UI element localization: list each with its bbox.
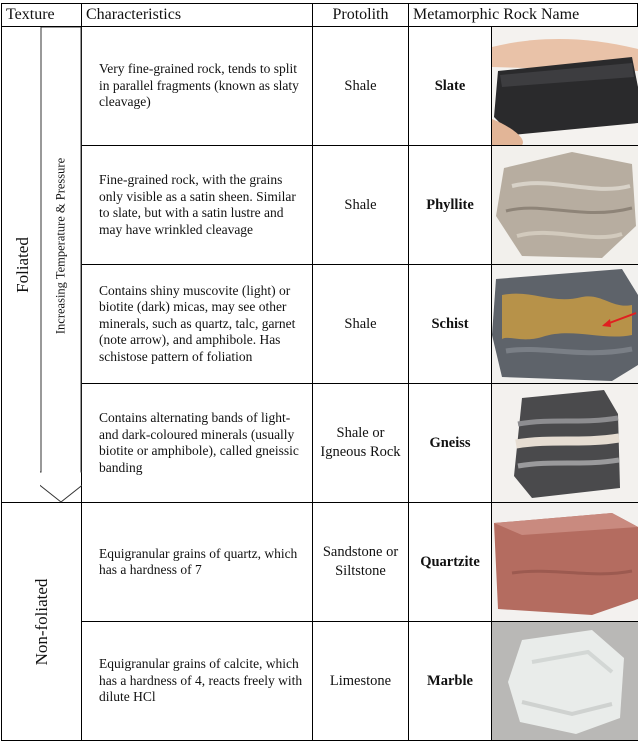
characteristics-cell: Fine-grained rock, with the grains only visible as a satin sheen. Similar to slate, but with a satin lustre and may have wrinkled cleavage xyxy=(82,146,313,265)
texture-foliated-cell xyxy=(2,27,82,503)
phyllite-photo xyxy=(492,146,638,264)
slate-photo xyxy=(492,27,638,145)
quartzite-photo xyxy=(492,503,638,621)
header-row xyxy=(2,4,638,27)
schist-photo xyxy=(492,265,638,383)
protolith-cell: Shale xyxy=(313,27,409,146)
rock-name-cell: Slate xyxy=(409,27,492,146)
header-protolith: Protolith xyxy=(313,4,409,27)
characteristics-cell: Equigranular grains of calcite, which has a hardness of 4, reacts freely with dilute HCl xyxy=(82,622,313,741)
quartzite-photo-cell xyxy=(492,503,638,622)
table-row xyxy=(2,503,638,622)
metamorphic-rocks-table xyxy=(1,3,638,741)
header-texture: Texture xyxy=(2,4,82,27)
table-row xyxy=(2,146,638,265)
table-row xyxy=(2,384,638,503)
texture-non-foliated-cell xyxy=(2,503,82,741)
rock-name-cell: Gneiss xyxy=(409,384,492,503)
protolith-cell: Shale xyxy=(313,146,409,265)
protolith-cell: Sandstone or Siltstone xyxy=(313,503,409,622)
rock-name-cell: Schist xyxy=(409,265,492,384)
table-row xyxy=(2,265,638,384)
phyllite-photo-cell xyxy=(492,146,638,265)
protolith-cell: Shale xyxy=(313,265,409,384)
characteristics-cell: Contains shiny muscovite (light) or biotite (dark) micas, may see other minerals, such as quartz, talc, garnet (note arrow), and amphibole. Has schistose pattern of foliation xyxy=(82,265,313,384)
gneiss-photo-cell xyxy=(492,384,638,503)
header-characteristics: Characteristics xyxy=(82,4,313,27)
rock-name-cell: Marble xyxy=(409,622,492,741)
marble-photo xyxy=(492,622,638,740)
characteristics-cell: Equigranular grains of quartz, which has a hardness of 7 xyxy=(82,503,313,622)
characteristics-cell: Very fine-grained rock, tends to split in parallel fragments (known as slaty cleavage) xyxy=(82,27,313,146)
rock-name-cell: Phyllite xyxy=(409,146,492,265)
protolith-cell: Limestone xyxy=(313,622,409,741)
slate-photo-cell xyxy=(492,27,638,146)
gneiss-photo xyxy=(492,384,638,502)
rock-name-cell: Quartzite xyxy=(409,503,492,622)
table-row xyxy=(2,622,638,741)
table-row xyxy=(2,27,638,146)
header-rock-name: Metamorphic Rock Name xyxy=(409,4,638,27)
arrow-label: Increasing Temperature & Pressure xyxy=(53,157,68,334)
schist-photo-cell xyxy=(492,265,638,384)
increasing-pressure-arrow xyxy=(40,27,82,502)
texture-foliated-label: Foliated xyxy=(13,236,32,293)
marble-photo-cell xyxy=(492,622,638,741)
protolith-cell: Shale or Igneous Rock xyxy=(313,384,409,503)
characteristics-cell: Contains alternating bands of light- and dark-coloured minerals (usually biotite or amphibole), called gneissic banding xyxy=(82,384,313,503)
texture-non-foliated-label: Non-foliated xyxy=(31,578,51,665)
